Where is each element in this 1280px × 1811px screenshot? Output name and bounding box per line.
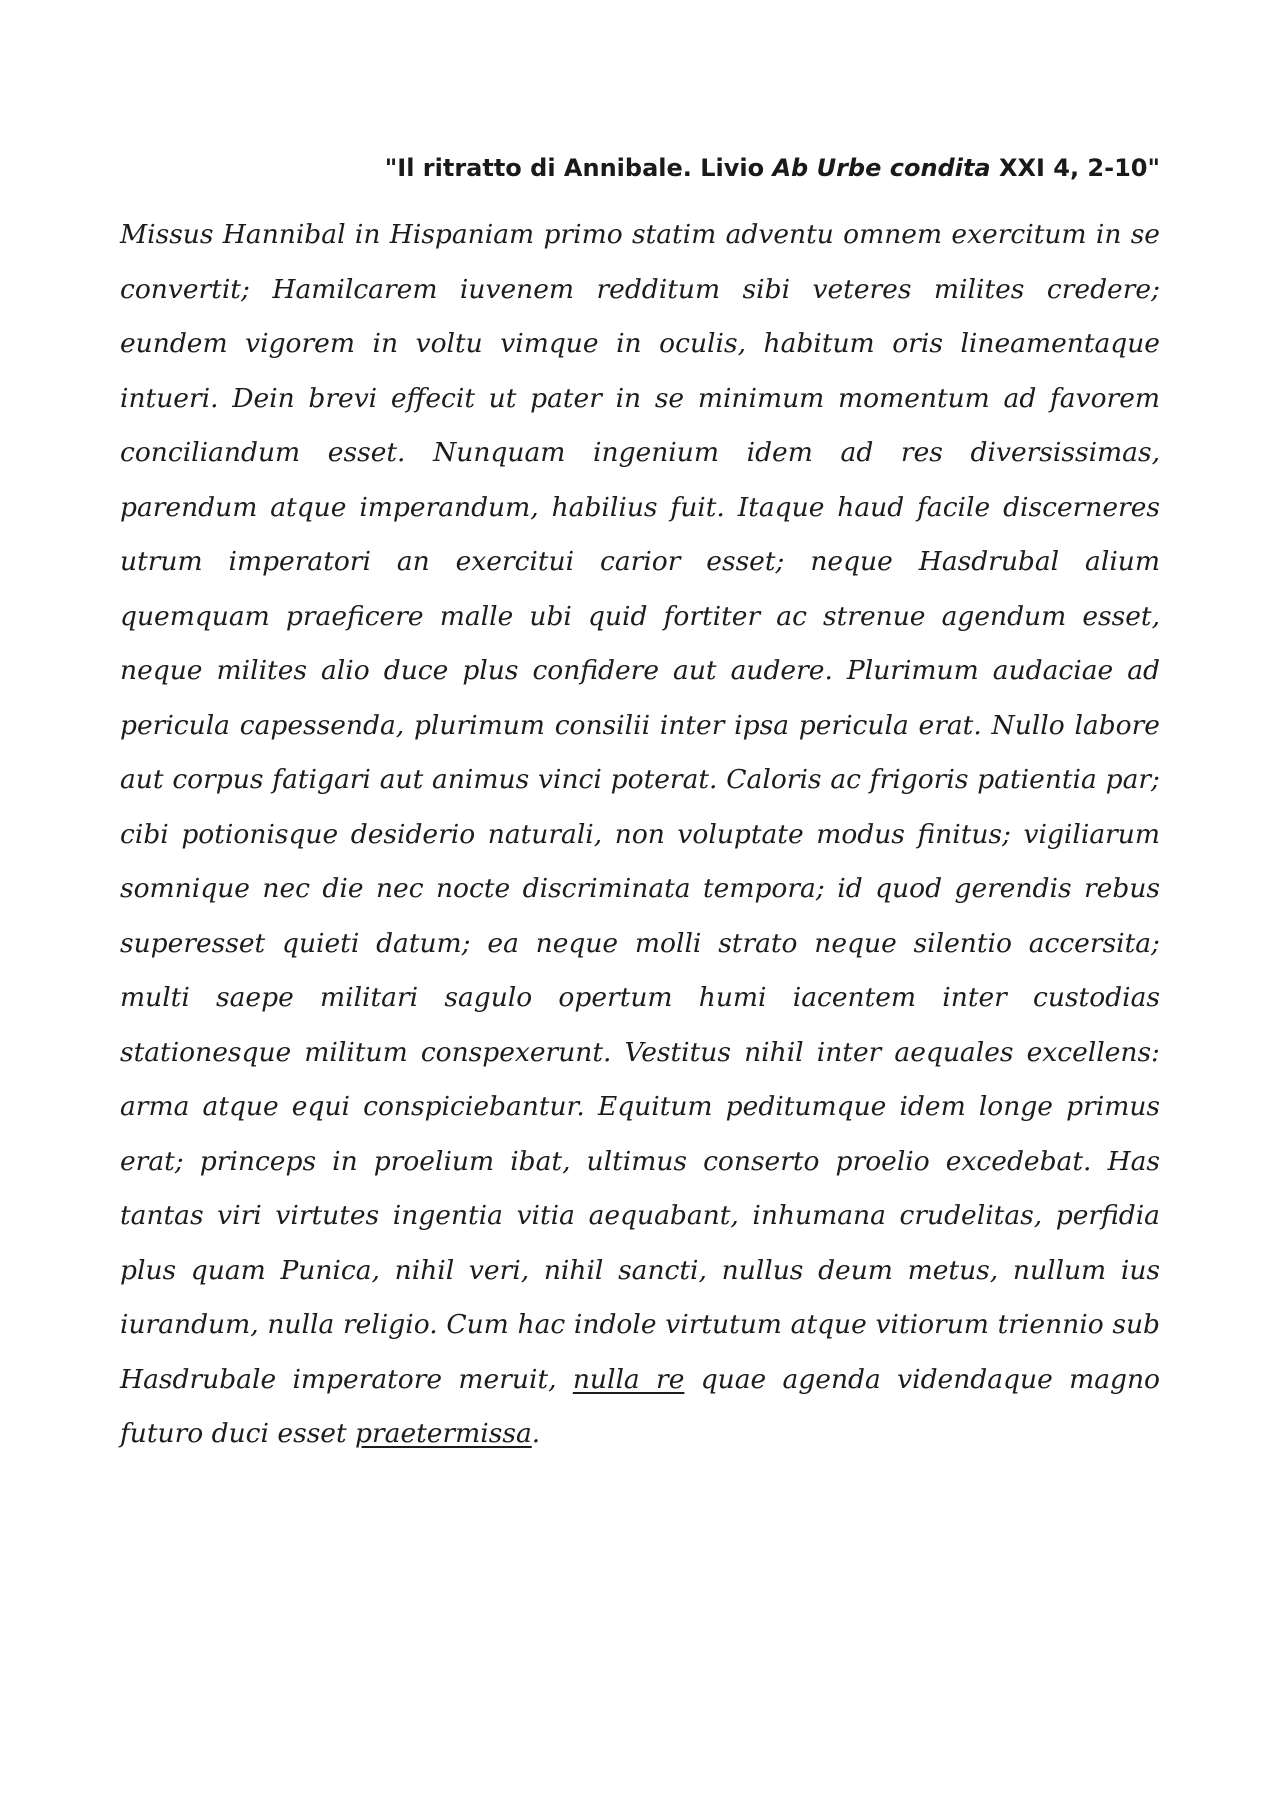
passage-text-middle: quae agenda videndaque magno futuro duci esset xyxy=(120,1363,1160,1449)
title-prefix: "Il ritratto di Annibale. Livio xyxy=(384,154,773,182)
passage-text-before: Missus Hannibal in Hispaniam primo statim adventu omnem exercitum in se convertit; Hamilcarem iuvenem redditum sibi veteres milites credere; eundem vigorem in voltu vimque in oculis, habitum oris lineamentaque intueri. Dein brevi effecit ut pater in se minimum momentum ad favorem conciliandum esset. Nunquam ingenium idem ad res diversissimas, parendum atque imperandum, habilius fuit. Itaque haud facile discerneres utrum imperatori an exercitui carior esset; neque Hasdrubal alium quemquam praeficere malle ubi quid fortiter ac strenue agendum esset, neque milites alio duce plus confidere aut audere. Plurimum audaciae ad pericula capessenda, plurimum consilii inter ipsa pericula erat. Nullo labore aut corpus fatigari aut animus vinci poterat. Caloris ac frigoris patientia par; cibi potionisque desiderio naturali, non voluptate modus finitus; vigiliarum somnique nec die nec nocte discriminata tempora; id quod gerendis rebus superesset quieti datum; ea neque molli strato neque silentio accersita; multi saepe militari sagulo opertum humi iacentem inter custodias stationesque militum conspexerunt. Vestitus nihil inter aequales excellens: arma atque equi conspiciebantur. Equitum peditumque idem longe primus erat; princeps in proelium ibat, ultimus conserto proelio excedebat. Has tantas viri virtutes ingentia vitia aequabant, inhumana crudelitas, perfidia plus quam Punica, nihil veri, nihil sancti, nullus deum metus, nullum ius iurandum, nulla religio. Cum hac indole virtutum atque vitiorum triennio sub Hasdrubale imperatore meruit, xyxy=(120,219,1160,1395)
title-suffix: XXI 4, 2-10" xyxy=(990,154,1160,182)
passage-text-end: . xyxy=(531,1418,541,1449)
latin-passage xyxy=(120,208,1160,1462)
passage-underlined-nulla-re: nulla re xyxy=(572,1363,685,1395)
passage-underlined-praetermissa: praetermissa xyxy=(355,1418,532,1449)
title-work: Ab Urbe condita xyxy=(772,154,991,182)
document-title xyxy=(120,150,1160,186)
